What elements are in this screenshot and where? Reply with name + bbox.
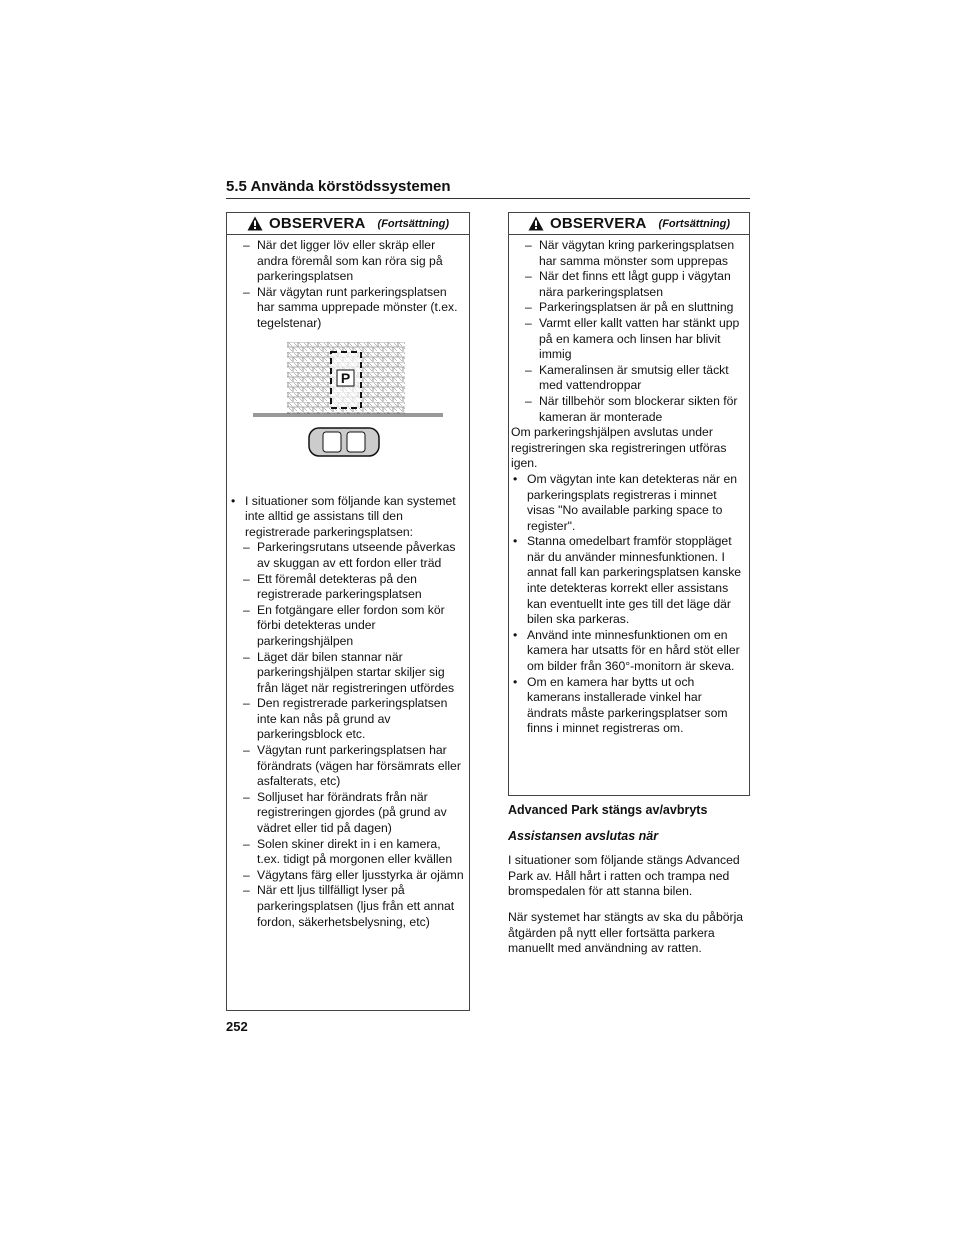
paragraph: När systemet har stängts av ska du påbörja åtgärden på nytt eller fortsätta parkera manuellt med användning av ratten. bbox=[508, 909, 744, 956]
parking-illustration bbox=[227, 332, 465, 494]
notice-header bbox=[227, 213, 469, 235]
warning-icon bbox=[247, 216, 263, 231]
list-item: – Den registrerade parkeringsplatsen inte kan nås på grund av parkeringsblock etc. bbox=[227, 696, 465, 743]
paragraph: I situationer som följande stängs Advanced Park av. Håll hårt i ratten och trampa ned bromspedalen för att stanna bilen. bbox=[508, 853, 740, 899]
list-item: – Parkeringsrutans utseende påverkas av skuggan av ett fordon eller träd bbox=[227, 540, 465, 571]
car-icon bbox=[309, 428, 379, 456]
notice-title: OBSERVERA bbox=[549, 215, 647, 232]
list-item: – Solen skiner direkt in i en kamera, t.ex. tidigt på morgonen eller kvällen bbox=[227, 837, 465, 868]
list-item: – När det ligger löv eller skräp eller andra föremål som kan röra sig på parkeringsplatsen bbox=[227, 238, 465, 285]
list-item: – En fotgängare eller fordon som kör förbi detekteras under parkeringshjälpen bbox=[227, 603, 465, 650]
parking-sign-label: P bbox=[340, 369, 351, 386]
list-item: – Vägytans färg eller ljusstyrka är ojämn bbox=[227, 868, 465, 884]
notice-box-left bbox=[226, 212, 470, 1011]
notice-continued: (Fortsättning) bbox=[377, 217, 450, 230]
list-item: • Använd inte minnesfunktionen om en kamera har utsatts för en hård stöt eller om bilder från 360°-monitorn är skeva. bbox=[509, 628, 745, 675]
main-text bbox=[508, 803, 750, 967]
list-item: • Om vägytan inte kan detekteras när en parkeringsplats registreras i minnet visas "No available parking space to register". bbox=[509, 472, 745, 534]
notice-title: OBSERVERA bbox=[268, 215, 366, 232]
list-item: – När vägytan runt parkeringsplatsen har samma upprepade mönster (t.ex. tegelstenar) bbox=[227, 285, 465, 332]
list-item: – Vägytan runt parkeringsplatsen har förändrats (vägen har försämrats eller asfalterats, etc) bbox=[227, 743, 465, 790]
list-item: – När vägytan kring parkeringsplatsen har samma mönster som upprepas bbox=[509, 238, 745, 269]
sub-heading: Assistansen avslutas när bbox=[508, 828, 659, 843]
list-item: • I situationer som följande kan systemet inte alltid ge assistans till den registrerade parkeringsplatsen: bbox=[227, 494, 465, 541]
list-item: – När tillbehör som blockerar sikten för kameran är monterade bbox=[509, 394, 745, 425]
section-heading: Advanced Park stängs av/avbryts bbox=[508, 803, 708, 817]
list-item: – Parkeringsplatsen är på en sluttning bbox=[509, 300, 745, 316]
list-item: • Stanna omedelbart framför stoppläget när du använder minnesfunktionen. I annat fall kan parkeringsplatsen kanske inte detekteras korrekt eller assistans kan eventuellt inte ges till det läge där bilen ska parkeras. bbox=[509, 534, 745, 628]
list-item: – När ett ljus tillfälligt lyser på parkeringsplatsen (ljus från ett annat fordon, säkerhetsbelysning, etc) bbox=[227, 883, 465, 930]
list-item: – Läget där bilen stannar när parkeringshjälpen startar skiljer sig från läget när registreringen utfördes bbox=[227, 650, 465, 697]
warning-icon bbox=[528, 216, 544, 231]
notice-header bbox=[509, 213, 749, 235]
list-item: – Varmt eller kallt vatten har stänkt upp på en kamera och linsen har blivit immig bbox=[509, 316, 745, 363]
list-item: – Ett föremål detekteras på den registrerade parkeringsplatsen bbox=[227, 572, 465, 603]
list-item: – Solljuset har förändrats från när registreringen gjordes (på grund av vädret eller tid på dagen) bbox=[227, 790, 465, 837]
list-item: – Kameralinsen är smutsig eller täckt med vattendroppar bbox=[509, 363, 745, 394]
list-item: – När det finns ett lågt gupp i vägytan nära parkeringsplatsen bbox=[509, 269, 745, 300]
notice-box-right bbox=[508, 212, 750, 796]
page-number: 252 bbox=[226, 1019, 248, 1034]
paragraph: Om parkeringshjälpen avslutas under registreringen ska registreringen utföras igen. bbox=[511, 425, 727, 471]
list-item: • Om en kamera har bytts ut och kamerans installerade vinkel har ändrats måste parkeringsplatser som finns i minnet registreras om. bbox=[509, 675, 745, 737]
section-header: 5.5 Använda körstödssystemen bbox=[226, 178, 750, 199]
notice-continued: (Fortsättning) bbox=[658, 217, 731, 230]
